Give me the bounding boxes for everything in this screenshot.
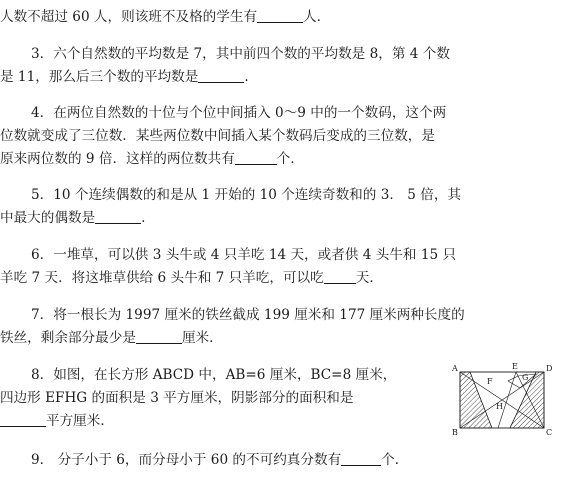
problem-8-line2 xyxy=(0,389,353,407)
problem-4-line1 xyxy=(31,104,446,122)
label-h: H xyxy=(496,402,503,411)
problem-6-line1 xyxy=(31,246,456,264)
p7-l2b: 厘米． xyxy=(181,330,223,346)
problem-4-line2 xyxy=(0,127,435,145)
p9-answer-blank[interactable] xyxy=(341,451,381,466)
problem-8-line3 xyxy=(0,412,114,430)
p9-text-a: 9． 分子小于 6，而分母小于 60 的不可约真分数有 xyxy=(31,452,342,468)
problem-7-line1 xyxy=(31,306,465,324)
p2-answer-blank[interactable] xyxy=(257,8,303,23)
label-g: G xyxy=(522,373,529,382)
p8-l1: 8．如图，在长方形 ABCD 中，AB=6 厘米，BC=8 厘米， xyxy=(31,367,397,383)
label-d: D xyxy=(546,364,553,373)
p3-l2a: 是 11，那么后三个数的平均数是 xyxy=(0,69,199,85)
problem-2-tail xyxy=(0,8,330,26)
p6-answer-blank[interactable] xyxy=(324,269,356,284)
problem-5-line1 xyxy=(31,186,461,204)
segment-e xyxy=(498,372,516,428)
p5-l1: 5．10 个连续偶数的和是从 1 开始的 10 个连续奇数和的 3． 5 倍，其 xyxy=(31,187,462,203)
p6-l2b: 天． xyxy=(355,270,383,286)
label-f: F xyxy=(487,377,493,386)
p3-l1: 3．六个自然数的平均数是 7，其中前四个数的平均数是 8，第 4 个数 xyxy=(31,46,450,62)
p8-l2: 四边形 EFHG 的面积是 3 平方厘米，阴影部分的面积和是 xyxy=(0,390,354,406)
p4-answer-blank[interactable] xyxy=(235,150,277,165)
problem-6-line2 xyxy=(0,269,383,287)
problem-3-line2 xyxy=(0,68,249,86)
p8-answer-blank[interactable] xyxy=(0,412,46,427)
p8-l3b: 平方厘米． xyxy=(46,413,114,429)
p4-l1: 4．在两位自然数的十位与个位中间插入 0～9 中的一个数码，这个两 xyxy=(31,105,447,121)
p5-answer-blank[interactable] xyxy=(95,209,141,224)
problem-9 xyxy=(31,451,408,469)
p6-l2a: 羊吃 7 天．将这堆草供给 6 头牛和 7 只羊吃，可以吃 xyxy=(0,270,324,286)
p4-l3a: 原来两位数的 9 倍．这样的两位数共有 xyxy=(0,151,235,167)
label-e: E xyxy=(512,362,518,371)
p3-answer-blank[interactable] xyxy=(198,68,244,83)
problem-7-line2 xyxy=(0,329,223,347)
p4-l3b: 个． xyxy=(276,151,304,167)
p7-l2a: 铁丝，剩余部分最少是 xyxy=(0,330,136,346)
label-b: B xyxy=(452,428,458,437)
label-c: C xyxy=(546,428,553,437)
p5-l2a: 中最大的偶数是 xyxy=(0,210,96,226)
problem-3-line1 xyxy=(31,45,450,63)
problem-5-line2 xyxy=(0,209,145,227)
p6-l1: 6．一堆草，可以供 3 头牛或 4 只羊吃 14 天，或者供 4 头牛和 15 只 xyxy=(31,247,457,263)
p5-l2b: . xyxy=(141,210,146,226)
rectangle-abcd-figure xyxy=(450,362,554,442)
problem-4-line3 xyxy=(0,150,304,168)
p3-l2b: . xyxy=(244,69,249,85)
p2-text-b: 人． xyxy=(303,9,331,25)
problem-8-line1 xyxy=(31,366,396,384)
p7-answer-blank[interactable] xyxy=(136,329,182,344)
p9-text-b: 个． xyxy=(381,452,409,468)
label-a: A xyxy=(452,364,458,373)
p2-text-a: 人数不超过 60 人，则该班不及格的学生有 xyxy=(0,9,258,25)
p4-l2: 位数就变成了三位数．某些两位数中间插入某个数码后变成的三位数，是 xyxy=(0,128,435,144)
p7-l1: 7．将一根长为 1997 厘米的铁丝截成 199 厘米和 177 厘米两种长度的 xyxy=(31,307,465,323)
